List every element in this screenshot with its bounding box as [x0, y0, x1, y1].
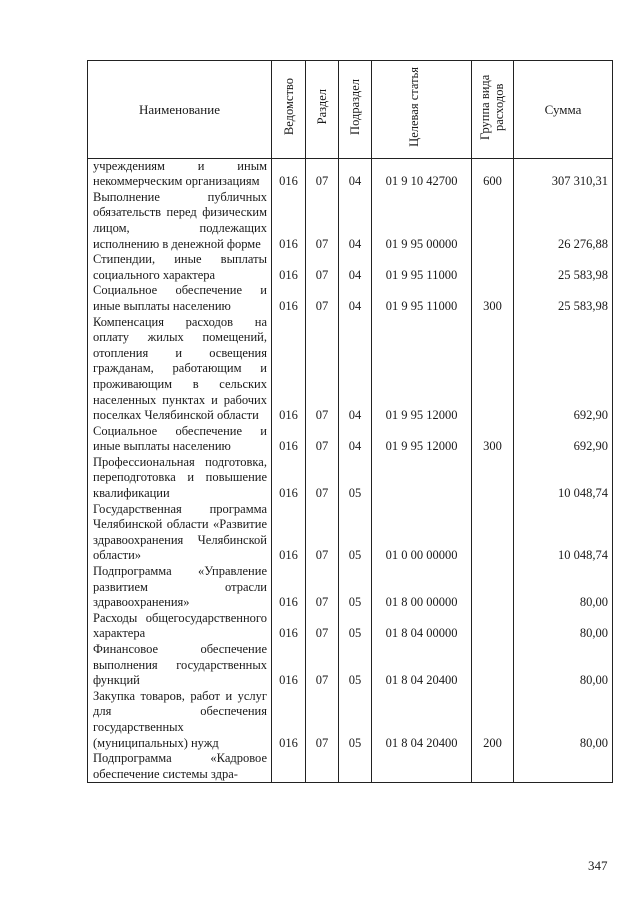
table-row	[88, 424, 613, 455]
cell-name: Финансовое обеспечение выполнения государственных функций	[88, 642, 272, 689]
header-grp-label: Группа вида расходов	[477, 74, 506, 140]
table-row	[88, 455, 613, 502]
cell-podrazdel: 05	[339, 642, 372, 689]
header-name: Наименование	[88, 61, 272, 159]
cell-cel: 01 9 95 11000	[372, 283, 472, 314]
cell-razdel: 07	[306, 424, 339, 455]
cell-sum: 80,00	[514, 689, 613, 751]
table-row	[88, 689, 613, 751]
cell-ved: 016	[272, 283, 306, 314]
cell-grp	[472, 190, 514, 252]
cell-razdel: 07	[306, 455, 339, 502]
cell-podrazdel: 05	[339, 611, 372, 642]
cell-razdel: 07	[306, 283, 339, 314]
table-row	[88, 252, 613, 283]
cell-podrazdel: 04	[339, 315, 372, 424]
header-podrazdel-label: Подраздел	[348, 79, 362, 135]
cell-cel: 01 9 95 12000	[372, 315, 472, 424]
cell-cel: 01 8 00 00000	[372, 564, 472, 611]
cell-ved: 016	[272, 252, 306, 283]
cell-ved: 016	[272, 315, 306, 424]
header-ved	[272, 61, 306, 159]
header-grp	[472, 61, 514, 159]
table-row	[88, 564, 613, 611]
table-row	[88, 190, 613, 252]
cell-name: Выполнение публичных обязательств перед физическим лицом, подлежащих исполнению в денежной форме	[88, 190, 272, 252]
cell-sum: 80,00	[514, 642, 613, 689]
cell-grp	[472, 455, 514, 502]
cell-cel	[372, 455, 472, 502]
cell-podrazdel: 04	[339, 158, 372, 190]
cell-sum: 25 583,98	[514, 252, 613, 283]
cell-grp	[472, 751, 514, 783]
cell-grp: 200	[472, 689, 514, 751]
cell-sum: 80,00	[514, 564, 613, 611]
cell-grp	[472, 315, 514, 424]
header-ved-label: Ведомство	[281, 78, 296, 136]
cell-cel: 01 9 95 12000	[372, 424, 472, 455]
cell-razdel: 07	[306, 642, 339, 689]
cell-ved: 016	[272, 455, 306, 502]
cell-grp: 300	[472, 424, 514, 455]
table-row	[88, 158, 613, 190]
page-number: 347	[588, 858, 608, 873]
table-row	[88, 315, 613, 424]
cell-ved: 016	[272, 642, 306, 689]
cell-grp: 600	[472, 158, 514, 190]
table-row	[88, 611, 613, 642]
cell-sum: 692,90	[514, 424, 613, 455]
cell-name: Подпрограмма «Управление развитием отрасли здравоохранения»	[88, 564, 272, 611]
cell-cel: 01 9 95 11000	[372, 252, 472, 283]
cell-razdel: 07	[306, 190, 339, 252]
cell-grp	[472, 502, 514, 564]
cell-name: Профессиональная подготовка, переподготовка и повышение квалификации	[88, 455, 272, 502]
cell-sum: 10 048,74	[514, 455, 613, 502]
cell-sum: 307 310,31	[514, 158, 613, 190]
cell-razdel: 07	[306, 611, 339, 642]
cell-razdel: 07	[306, 315, 339, 424]
header-razdel-label: Раздел	[315, 89, 329, 125]
cell-name: учреждениям и иным некоммерческим организациям	[88, 158, 272, 190]
cell-cel: 01 9 95 00000	[372, 190, 472, 252]
budget-table	[87, 60, 613, 783]
header-razdel	[306, 61, 339, 159]
cell-ved: 016	[272, 190, 306, 252]
cell-ved: 016	[272, 158, 306, 190]
cell-podrazdel: 05	[339, 689, 372, 751]
cell-grp	[472, 252, 514, 283]
cell-ved: 016	[272, 564, 306, 611]
cell-cel	[372, 751, 472, 783]
cell-name: Подпрограмма «Кадровое обеспечение системы здра-	[88, 751, 272, 783]
cell-podrazdel	[339, 751, 372, 783]
cell-cel: 01 8 04 20400	[372, 689, 472, 751]
header-podrazdel	[339, 61, 372, 159]
cell-podrazdel: 05	[339, 564, 372, 611]
cell-podrazdel: 04	[339, 190, 372, 252]
cell-name: Социальное обеспечение и иные выплаты населению	[88, 424, 272, 455]
cell-grp	[472, 564, 514, 611]
header-sum: Сумма	[514, 61, 613, 159]
cell-podrazdel: 04	[339, 252, 372, 283]
cell-grp: 300	[472, 283, 514, 314]
header-cel	[372, 61, 472, 159]
cell-podrazdel: 04	[339, 283, 372, 314]
cell-name: Компенсация расходов на оплату жилых помещений, отопления и освещения гражданам, работающим и проживающим в сельских населенных пунктах и рабочих поселках Челябинской области	[88, 315, 272, 424]
table-row	[88, 283, 613, 314]
cell-sum	[514, 751, 613, 783]
cell-razdel: 07	[306, 502, 339, 564]
cell-ved: 016	[272, 611, 306, 642]
cell-name: Стипендии, иные выплаты социального характера	[88, 252, 272, 283]
table-row	[88, 751, 613, 783]
cell-name: Социальное обеспечение и иные выплаты населению	[88, 283, 272, 314]
cell-podrazdel: 04	[339, 424, 372, 455]
cell-podrazdel: 05	[339, 455, 372, 502]
cell-sum: 10 048,74	[514, 502, 613, 564]
cell-razdel: 07	[306, 689, 339, 751]
cell-ved: 016	[272, 689, 306, 751]
cell-grp	[472, 642, 514, 689]
cell-ved: 016	[272, 502, 306, 564]
cell-grp	[472, 611, 514, 642]
table-row	[88, 502, 613, 564]
cell-name: Расходы общегосударственного характера	[88, 611, 272, 642]
cell-name: Государственная программа Челябинской области «Развитие здравоохранения Челябинской области»	[88, 502, 272, 564]
table-row	[88, 642, 613, 689]
cell-sum: 25 583,98	[514, 283, 613, 314]
cell-ved: 016	[272, 424, 306, 455]
table-body	[88, 158, 613, 783]
cell-ved	[272, 751, 306, 783]
cell-razdel: 07	[306, 564, 339, 611]
cell-razdel: 07	[306, 252, 339, 283]
cell-cel: 01 8 04 00000	[372, 611, 472, 642]
cell-sum: 692,90	[514, 315, 613, 424]
cell-cel: 01 8 04 20400	[372, 642, 472, 689]
header-cel-label: Целевая статья	[406, 67, 421, 147]
cell-razdel: 07	[306, 158, 339, 190]
cell-podrazdel: 05	[339, 502, 372, 564]
cell-sum: 80,00	[514, 611, 613, 642]
cell-name: Закупка товаров, работ и услуг для обеспечения государственных (муниципальных) нужд	[88, 689, 272, 751]
cell-sum: 26 276,88	[514, 190, 613, 252]
cell-cel: 01 9 10 42700	[372, 158, 472, 190]
cell-razdel	[306, 751, 339, 783]
table-header	[88, 61, 613, 159]
cell-cel: 01 0 00 00000	[372, 502, 472, 564]
